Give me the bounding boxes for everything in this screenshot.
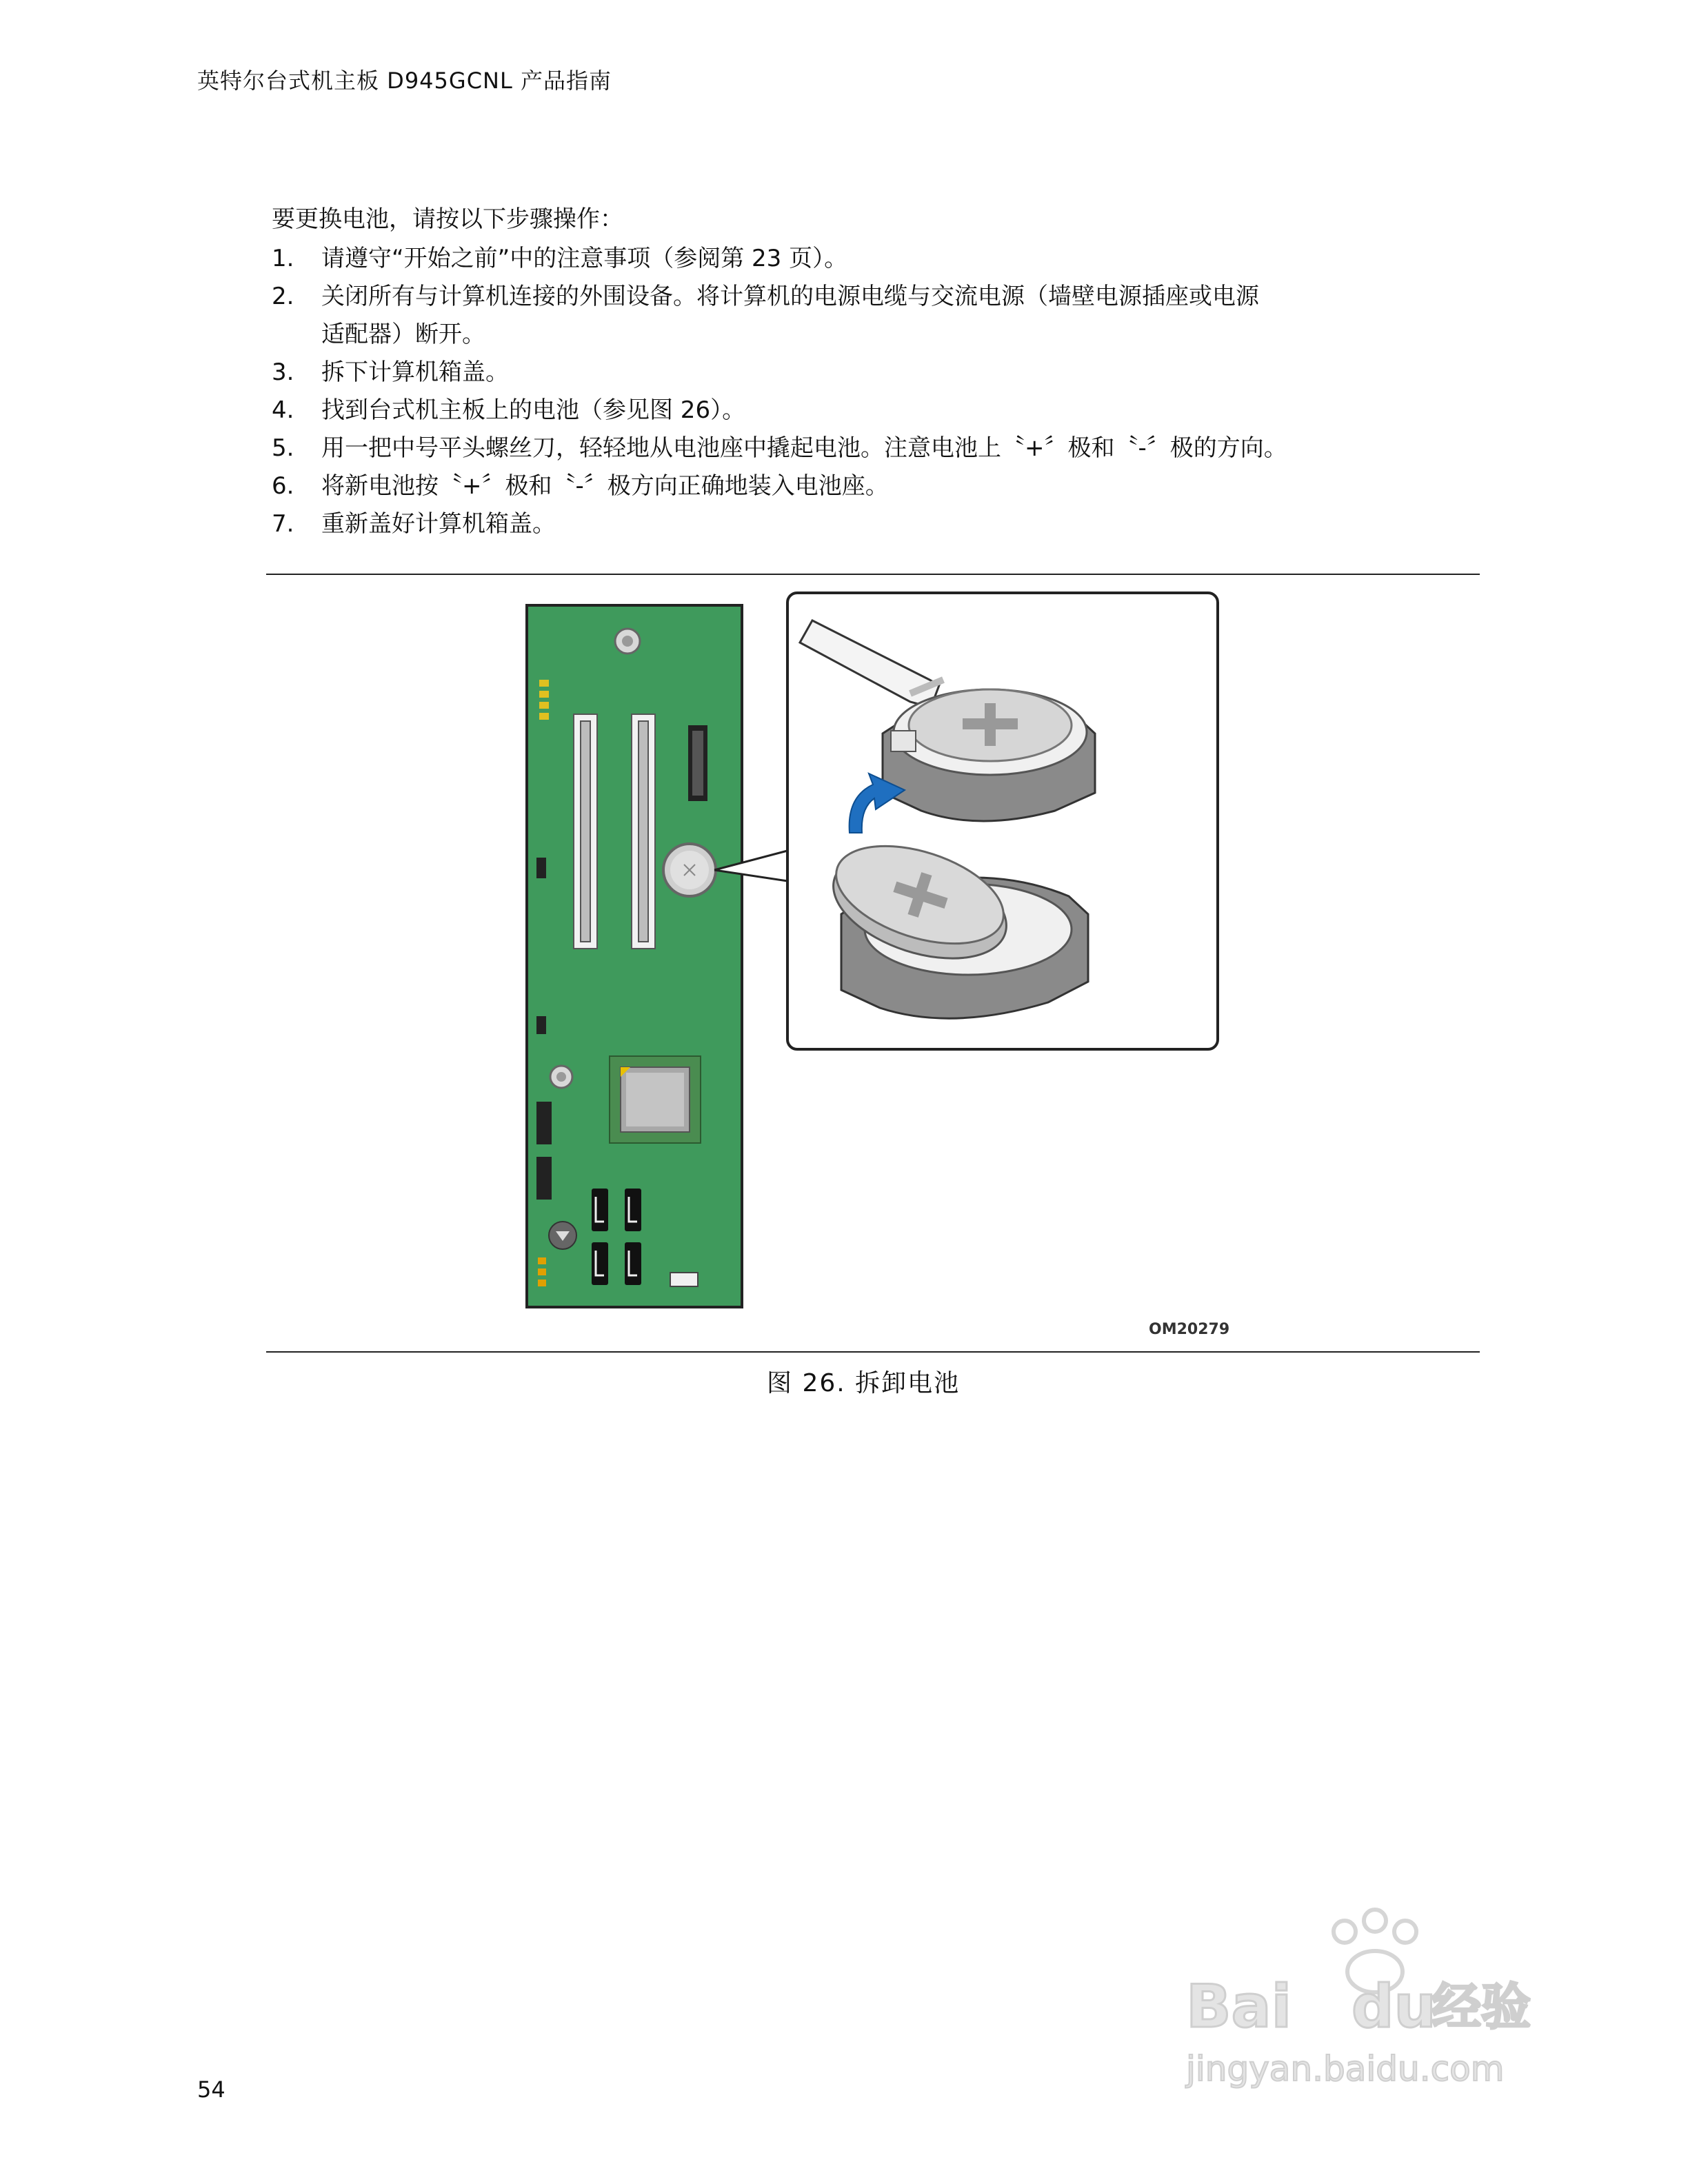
step-text: 重新盖好计算机箱盖。: [321, 510, 556, 538]
pci-slot: [574, 714, 597, 949]
step-item: [272, 240, 1485, 278]
step-text: 用一把中号平头螺丝刀，轻轻地从电池座中撬起电池。注意电池上〝+〞极和〝-〞极的方向。: [321, 434, 1287, 462]
page-number: 54: [197, 2076, 225, 2103]
step-item: [272, 392, 1485, 429]
step-item: [272, 429, 1485, 467]
step-text: 拆下计算机箱盖。: [321, 358, 509, 386]
battery-removal-figure: [524, 590, 1220, 1348]
step-number: 1.: [272, 245, 294, 272]
pci-slot: [632, 714, 655, 949]
step-text: 请遵守“开始之前”中的注意事项（参阅第 23 页）。: [321, 245, 848, 272]
step-number: 7.: [272, 510, 294, 538]
mounting-hole-icon: [550, 1066, 572, 1088]
battery-holder: [883, 689, 1095, 821]
pcie-slot: [688, 725, 707, 801]
step-number: 3.: [272, 358, 294, 386]
step-text: 找到台式机主板上的电池（参见图 26）。: [321, 396, 746, 424]
jumper: [536, 1016, 546, 1034]
step-text: 将新电池按〝+〞极和〝-〞极方向正确地装入电池座。: [321, 472, 889, 500]
figure-top-rule: [266, 574, 1480, 575]
step-number: 6.: [272, 472, 294, 500]
watermark-brand-du: du: [1352, 1972, 1436, 2041]
buzzer: [549, 1222, 576, 1249]
led-header: [538, 1257, 546, 1286]
step-item: [272, 278, 1485, 354]
board-battery: [663, 844, 716, 896]
steps-list: [272, 240, 1485, 543]
fan-header: [670, 1273, 698, 1286]
chipset: [610, 1056, 701, 1143]
figure-caption: 图 26. 拆卸电池: [767, 1369, 961, 1397]
step-number: 5.: [272, 434, 294, 462]
step-number: 2.: [272, 283, 294, 310]
step-item: [272, 505, 1485, 543]
intro-text: 要更换电池，请按以下步骤操作：: [272, 205, 623, 233]
mounting-hole-icon: [615, 629, 640, 654]
watermark-cn: 经验: [1431, 1978, 1531, 2036]
step-number: 4.: [272, 396, 294, 424]
baidu-jingyan-watermark: [1172, 1889, 1586, 2096]
step-item: [272, 354, 1485, 392]
watermark-url: jingyan.baidu.com: [1186, 2049, 1505, 2089]
figure-code: OM20279: [1149, 1321, 1230, 1338]
step-text: 关闭所有与计算机连接的外围设备。将计算机的电源电缆与交流电源（墙壁电源插座或电源适配器）断开。: [321, 283, 1259, 348]
watermark-brand: Bai: [1186, 1972, 1292, 2041]
jumper: [536, 858, 546, 878]
step-item: [272, 467, 1485, 505]
figure-bottom-rule: [266, 1351, 1480, 1353]
document-header: 英特尔台式机主板 D945GCNL 产品指南: [197, 68, 612, 94]
